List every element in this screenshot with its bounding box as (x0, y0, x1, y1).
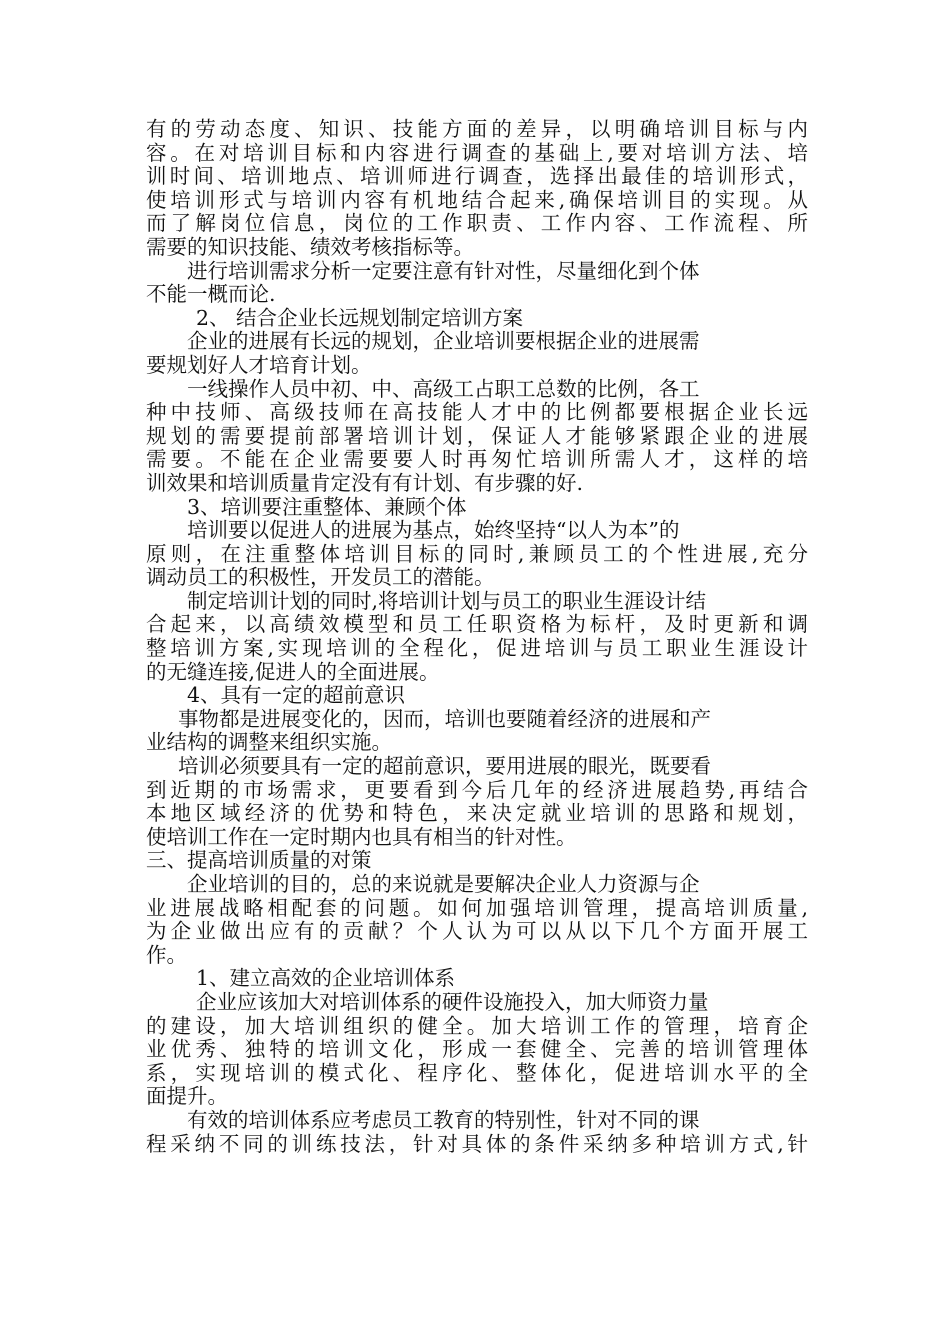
text-line: 业结构的调整来组织实施。 (146, 730, 392, 755)
text-line: 业优秀、独特的培训文化，形成一套健全、完善的培训管理体 (146, 1037, 808, 1062)
text-line: 的无缝连接,促进人的全面进展。 (146, 659, 440, 684)
text-line: 3、培训要注重整体、兼顾个体 (187, 494, 467, 519)
text-line: 业进展战略相配套的问题。如何加强培训管理，提高培训质量, (146, 895, 808, 920)
text-line: 作。 (146, 942, 187, 967)
text-line: 一线操作人员中初、中、高级工占职工总数的比例，各工 (187, 376, 700, 401)
text-line: 原则，在注重整体培训目标的同时,兼顾员工的个性进展,充分 (146, 541, 808, 566)
text-line: 企业培训的目的，总的来说就是要解决企业人力资源与企 (187, 872, 700, 896)
text-line: 合起来，以高绩效模型和员工任职资格为标杆，及时更新和调 (146, 612, 808, 637)
text-line: 要规划好人才培育计划。 (146, 352, 372, 377)
text-line: 进行培训需求分析一定要注意有针对性，尽量细化到个体 (187, 258, 700, 283)
text-line: 使培训形式与培训内容有机地结合起来,确保培训目的实现。从 (146, 187, 808, 212)
text-line: 1、建立高效的企业培训体系 (196, 966, 456, 991)
text-line: 面提升。 (146, 1084, 228, 1109)
text-line: 的建设，加大培训组织的健全。加大培训工作的管理，培育企 (146, 1013, 808, 1038)
text-line: 种中技师、高级技师在高技能人才中的比例都要根据企业长远 (146, 400, 808, 425)
text-line: 训效果和培训质量肯定没有有计划、有步骤的好. (146, 470, 584, 495)
text-line: 程采纳不同的训练技法，针对具体的条件采纳多种培训方式,针 (146, 1131, 808, 1156)
text-line: 企业的进展有长远的规划，企业培训要根据企业的进展需 (187, 329, 700, 354)
text-line: 调动员工的积极性，开发员工的潜能。 (146, 565, 495, 590)
text-line: 训时间、培训地点、培训师进行调查，选择出最佳的培训形式， (146, 164, 808, 189)
text-line: 有的劳动态度、知识、技能方面的差异，以明确培训目标与内 (146, 117, 808, 141)
text-line: 企业应该加大对培训体系的硬件设施投入，加大师资力量 (196, 989, 709, 1014)
text-line: 三、提高培训质量的对策 (146, 848, 372, 873)
text-line: 需要。不能在企业需要要人时再匆忙培训所需人才，这样的培 (146, 447, 808, 472)
text-line: 系，实现培训的模式化、程序化、整体化，促进培训水平的全 (146, 1060, 808, 1085)
text-line: 为企业做出应有的贡献？个人认为可以从以下几个方面开展工 (146, 919, 808, 944)
text-line: 使培训工作在一定时期内也具有相当的针对性。 (146, 824, 577, 849)
text-line: 规划的需要提前部署培训计划，保证人才能够紧跟企业的进展 (146, 423, 808, 448)
text-line: 有效的培训体系应考虑员工教育的特别性，针对不同的课 (187, 1107, 700, 1132)
text-line: 4、具有一定的超前意识 (187, 683, 406, 708)
text-line: 培训必须要具有一定的超前意识，要用进展的眼光，既要看 (178, 754, 711, 779)
text-line: 本地区域经济的优势和特色，来决定就业培训的思路和规划， (146, 801, 808, 826)
text-line: 事物都是进展变化的，因而，培训也要随着经济的进展和产 (178, 706, 711, 731)
text-line: 整培训方案,实现培训的全程化，促进培训与员工职业生涯设计 (146, 636, 808, 661)
text-line: 培训要以促进人的进展为基点，始终坚持“以人为本”的 (187, 518, 680, 543)
document-body (146, 118, 808, 1156)
text-line: 不能一概而论. (146, 282, 276, 307)
text-line: 容。在对培训目标和内容进行调查的基础上,要对培训方法、培 (146, 140, 808, 165)
text-line: 2、 结合企业长远规划制定培训方案 (196, 305, 524, 330)
text-line: 而了解岗位信息，岗位的工作职责、工作内容、工作流程、所 (146, 211, 808, 236)
text-line: 制定培训计划的同时,将培训计划与员工的职业生涯设计结 (187, 588, 707, 613)
text-line: 需要的知识技能、绩效考核指标等。 (146, 234, 474, 259)
text-line: 到近期的市场需求，更要看到今后几年的经济进展趋势,再结合 (146, 777, 808, 802)
